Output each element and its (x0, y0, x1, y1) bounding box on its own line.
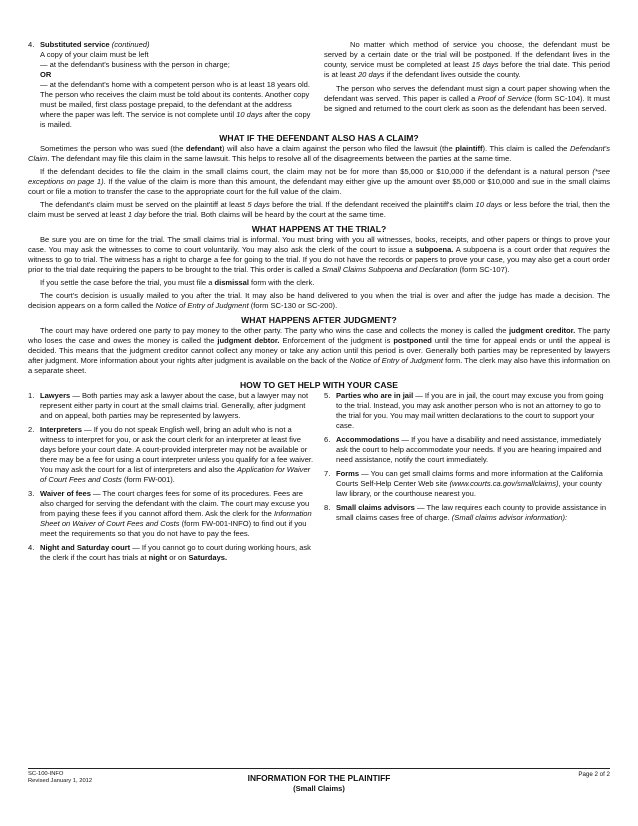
help-item-jail: 5. Parties who are in jail — If you are in jail, the court may excuse you from going to the trial. Instead, you may ask another person who is not an attorney to go to the trial for you. You may mail written declarations to the court to support your case. (324, 391, 604, 430)
section-heading-defendant-claim: WHAT IF THE DEFENDANT ALSO HAS A CLAIM? (219, 133, 419, 143)
help-item-advisors: 8. Small claims advisors — The law requires each county to provide assistance in small claims cases free of charge. (Small claims advisor information): (324, 503, 607, 522)
help-right-column (324, 391, 610, 567)
service-line-1: A copy of your claim must be left (40, 50, 149, 59)
item-title: Substituted service (40, 40, 110, 49)
form-id: SC-100-INFO (28, 771, 64, 777)
proof-of-service-paragraph: The person who serves the defendant must sign a court paper showing when the defendant was served. This paper is called a Proof of Service (form SC-104). It must be signed and returned to the court clerk as soon as the defendant has been served. (324, 84, 610, 113)
document-page (28, 40, 610, 567)
help-item-interpreters: 2. Interpreters — If you do not speak English well, bring an adult who is not a witness to interpret for you, or ask the court clerk for an interpreter at least five days before your court date. A court-provided interpreter may not be available or there may be a fee for using a court interpreter unless you qualify for a fee waiver. You may ask the court for a list of interpreters and also the Application for Waiver of Court Fees and Costs (form FW-001). (28, 425, 314, 484)
section-heading-judgment: WHAT HAPPENS AFTER JUDGMENT? (241, 315, 397, 325)
claim-paragraph-2: If the defendant decides to file the claim in the small claims court, the claim may not be for more than $5,000 or $10,000 if the defendant is a natural person (*see exceptions on page 1). If the value of the claim is more than this amount, the defendant may either give up the amount over $5,000 or $10,000 and sue in the small claims court or file a motion to transfer the case to the appropriate court for the full value of the claim. (28, 167, 611, 196)
help-item-night-saturday-court: 4. Night and Saturday court — If you cannot go to court during working hours, ask the clerk if the court has trials at night or on Saturdays. (28, 543, 311, 562)
item-number: 4. (28, 40, 35, 49)
revised-date: Revised January 1, 2012 (28, 778, 93, 784)
service-deadline-column (320, 40, 610, 130)
item-note: (continued) (111, 40, 150, 49)
trial-paragraph-2: If you settle the case before the trial, you must file a dismissal form with the clerk. (40, 278, 315, 287)
judgment-paragraph: The court may have ordered one party to pay money to the other party. The party who wins the case and collects the money is called the judgment creditor. The party who loses the case and owes the money is called the judgment debtor. Enforcement of the judgment is postponed until the time for appeal ends or until the appeal is decided. This means that the judgment creditor cannot collect any money or take any action until this period is over. Generally both parties may be represented by lawyers after judgment. More information about your rights after judgment is available on the back of the Notice of Entry of Judgment form. The clerk may also have this information on a separate sheet. (28, 326, 611, 375)
service-line-2: — at the defendant's business with the person in charge; (40, 60, 230, 69)
page-number: Page 2 of 2 (578, 771, 610, 778)
help-item-accommodations: 6. Accommodations — If you have a disability and need assistance, immediately ask the court to help accommodate your needs. If you are hearing impaired and need assistance, notify the court immediately. (324, 435, 602, 464)
help-item-forms: 7. Forms — You can get small claims forms and more information at the California Courts Self-Help Center Web site (www.courts.ca.gov/smallclaims), your county law library, or the courthouse nearest you. (324, 469, 603, 498)
footer-subtitle: (Small Claims) (293, 784, 345, 793)
help-left-column (28, 391, 314, 567)
section-heading-trial: WHAT HAPPENS AT THE TRIAL? (251, 224, 387, 234)
top-section (28, 40, 610, 130)
substituted-service-column (28, 40, 314, 130)
help-item-waiver-of-fees: 3. Waiver of fees — The court charges fees for some of its procedures. Fees are also charged for serving the defendant with the claim. The court may excuse you from paying these fees if you cannot afford them. Ask the clerk for the Information Sheet on Waiver of Court Fees and Costs (form FW-001-INFO) to find out if you meet the requirements so that you do not have to pay the fees. (28, 489, 312, 538)
service-line-3: — at the defendant's home with a competent person who is at least 18 years old. The person who receives the claim must be told about its contents. Another copy must be mailed, first class postage prepaid, to the defendant at the address where the paper was left. The service is not complete until 10 days after the copy is mailed. (40, 80, 311, 129)
service-deadline-paragraph: No matter which method of service you choose, the defendant must be served by a certain date or the trial will be postponed. If the defendant lives in the county, service must be completed at least 15 days before the trial date. This period is at least 20 days if the defendant lives outside the county. (324, 40, 610, 79)
claim-paragraph-3: The defendant's claim must be served on the plaintiff at least 5 days before the trial. If the defendant received the plaintiff's claim 10 days or less before the trial, then the claim must be served at least 1 day before the trial. Both claims will be heard by the court at the same time. (28, 200, 610, 219)
section-heading-help: HOW TO GET HELP WITH YOUR CASE (239, 380, 399, 390)
page-footer (28, 768, 610, 793)
claim-paragraph-1: Sometimes the person who was sued (the defendant) will also have a claim against the person who filed the lawsuit (the plaintiff). This claim is called the Defendant's Claim. The defendant may file this claim in the same lawsuit. This helps to resolve all of the disagreements between the parties at the same time. (28, 144, 610, 163)
help-columns (28, 391, 610, 567)
trial-paragraph-3: The court's decision is usually mailed to you after the trial. It may also be hand delivered to you when the trial is over and after the judge has made a decision. The decision appears on a form called the Notice of Entry of Judgment (form SC-130 or SC-200). (28, 291, 610, 310)
or-label: OR (40, 70, 52, 79)
item-substituted-service (28, 40, 314, 130)
footer-title: INFORMATION FOR THE PLAINTIFF (247, 773, 391, 783)
help-item-lawyers: 1. Lawyers — Both parties may ask a lawyer about the case, but a lawyer may not represent either party in court at the small claims trial. Generally, after judgment and on appeal, both parties may be represented by lawyers. (28, 391, 309, 420)
trial-paragraph-1: Be sure you are on time for the trial. The small claims trial is informal. You must bring with you all witnesses, books, receipts, and other papers or things to prove your case. You may ask the witnesses to come to court voluntarily. You may also ask the clerk of the court to issue a subpoena. A subpoena is a court order that requires the witness to go to trial. The witness has a right to charge a fee for going to the trial. If you do not have the records or papers to prove your case, you may also get a court order prior to the trial date requiring the papers to be brought to the trial. This order is called a Small Claims Subpoena and Declaration (form SC-107). (28, 235, 610, 274)
